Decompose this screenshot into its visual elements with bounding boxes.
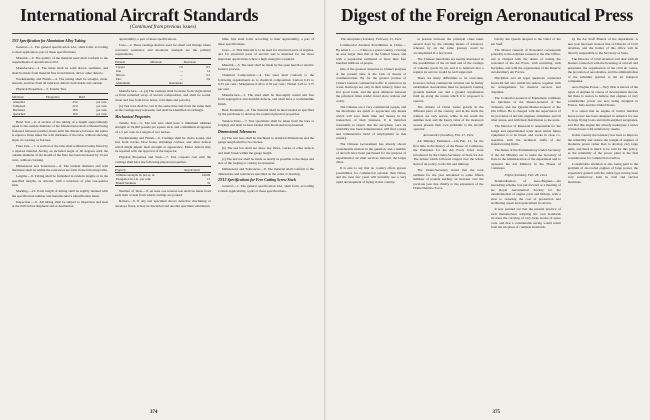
article-column <box>115 37 211 413</box>
paragraph: It is stated that an engine of twelve hundred horse-power has been designed in America for use in large flying boats and multi-engined aeroplanes, and that this engine has already undergone a series of bench tests with satisfactory results. <box>567 109 638 132</box>
left-page-subtitle: (Continued from previous issues) <box>129 25 197 30</box>
article-column <box>413 37 483 413</box>
paragraph: Workmanship and Finish.—4. The tubing shall be straight, clean, smooth, and free from all injurious defects both inside and outside. <box>12 76 108 86</box>
paragraph: Tension Tests.—7. Test specimens shall be taken from the bars or forgings and shall be heat treated with the material represented. <box>218 118 314 128</box>
spec-table <box>12 93 108 117</box>
paragraph: Material.—3. The steel shall be made by the open hearth or electric furnace process. <box>218 62 314 72</box>
table-cell: 22.0 <box>72 104 78 109</box>
paragraph: Retests.—9. If any test specimen shows defective machining or develops flaws, it may be discarded and another specimen substituted. <box>115 199 211 208</box>
paragraph: Flare Test.—7. A section of the tube shall withstand being flared by a tapered mandrel having an included angle of 60 degrees until the outside diameter at the mouth of the flare has been increased by 15 per cent., without cracking. <box>12 144 108 162</box>
paragraph: The Under-Secretary stated that the total estimate for the year amounted to some fifteen millions of pounds sterling, an increase over the previous year due chiefly to the expansion of the Home Defence Force. <box>413 168 484 191</box>
table-header-cell: Property <box>115 167 184 173</box>
table-header-cell: Minimum <box>150 59 184 65</box>
paragraph: limit, first shall form, according to their applicability, a part of these specifications. <box>218 37 314 46</box>
paragraph: applicability, a part of these specifications. <box>119 37 177 41</box>
title-rule <box>12 33 314 34</box>
paragraph: at present between the principal cities takes several days by the existing means of transport, whereas by air the same journey could be accomplished in a few hours. <box>413 37 484 55</box>
paragraph: General.—1. The general specification 2A1, shall form, according to their applicability, a part of these specifications. <box>218 184 314 193</box>
right-page-subtitle-space <box>336 25 638 31</box>
paragraph: Dimensions and Tolerances.—8. The material shall conform to the dimensions and tolerances specified on the order or drawing. <box>218 167 314 176</box>
paragraph: General.—1. The general specification 2A1, shall form, according to their application, part of these specifications. <box>12 45 108 54</box>
table-cell: 0.5 <box>206 73 211 78</box>
paragraph: The duties of the Parliamentary Under-Secretary of the Air Ministry are to assist the Secretary of State in the administration of the department and to represent the Air Ministry in the House of Commons. <box>490 148 561 171</box>
paragraph: Chemical Composition.—4. The steel shall conform to the following requirements as to chemical composition: Carbon 0.25 to 0.35 per cent.; Manganese 0.40 to 0.70 per cent.; Nickel 3.25 to 3.75 per cent. <box>218 73 314 91</box>
title-rule <box>336 33 638 34</box>
paragraph: Lengths.—9. Tubing shall be furnished in random lengths or in the specified lengths, as ordered, with a tolerance of plus one-quarter inch. <box>12 174 108 188</box>
table-header-cell: Maximum <box>184 59 211 65</box>
table-header-cell: Yield <box>79 94 108 100</box>
article-column <box>218 37 314 413</box>
table-cell: Aluminium <box>115 81 150 86</box>
table-row <box>12 112 108 117</box>
paragraph: Physical Properties.—5. Tensile Test. <box>16 87 67 92</box>
paragraph: The Master General of Personnel corresponds generally to the Adjutant General at the War Office, and is charged with the duties of raising the personnel of the Air Force, with recruiting, with discipline, and with the organisation of the Reserve and Auxiliary Air Forces. <box>490 47 561 75</box>
paragraph: In this country the tendency has been to improve the reliability and reduce the weight of engines of moderate power rather than to develop very large units, and there is much to be said for this policy, as the reliability of the power plant is the first consideration for commercial aviation. <box>567 133 638 160</box>
table-cell: Brinell hardness <box>115 181 184 186</box>
paragraph: Physical Properties and Tests.—7. Test coupons cast with the castings shall have the following physical properties. <box>115 155 211 164</box>
table-cell: Annealed <box>12 100 25 105</box>
paragraph: The Director of Civil Aviation will deal with all matters connected with the licensing of aircraft and personnel, the organisation of the civil air routes, the provision of aerodromes, and the administration of the subsidies granted to the air transport companies. <box>567 56 638 84</box>
paragraph: It was pointed out that the present practice of each manufacturer adopting his own standards involves the carrying of very large stocks of spare parts, and that a considerable saving would result from the adoption of common standards. <box>490 207 561 230</box>
article-column <box>568 37 638 413</box>
table-cell: Zinc <box>115 77 122 82</box>
right-page <box>326 0 650 420</box>
paragraph: Standardisation of Aero-Engines.—An interesting scheme was put forward at a meeting of the Royal Aeronautical Society for the standardisation of engine parts and fittings, with a view to reducing the cost of production and facilitating repair and replacement in service. <box>490 178 561 206</box>
paragraph: One of the greatest obstacles to China's progress at the present time is the lack of means of communication. By far the greater portion of China's internal commercial traffic is carried on by water. Railways are only in their infancy; there are few good roads, and the great distances between the principal cities render travel slow, tedious and costly. <box>336 67 407 103</box>
table-header-cell: Minimum <box>12 94 46 100</box>
source-heading: Aeronautics (London), Feb. 27, 1924 <box>423 133 474 138</box>
table-cell: — <box>179 77 183 82</box>
table-cell: 25.0 <box>72 100 78 105</box>
section-heading: Mechanical Properties <box>115 114 151 119</box>
paragraph: briefly, the system adopted is the Chief of the Air Staff. <box>490 37 561 46</box>
table-cell: 16.0 <box>46 112 79 117</box>
table-cell: per cent. <box>96 108 108 113</box>
table-header-cell: Elongation <box>46 94 79 100</box>
section-heading: 2N2 Specification for Aluminium Alloy Tubing <box>12 39 86 43</box>
paragraph: Uses.—2. This material is to be used for structural parts of engines, and for structural parts of aircraft and is intended for the more important applications where a high strength is required. <box>218 47 314 61</box>
table-cell <box>184 81 211 86</box>
table-cell: per cent. <box>79 112 108 117</box>
table-cell: Remainder <box>150 81 184 86</box>
table-cell: Silicon <box>115 73 125 78</box>
table-cell: 19,000 <box>201 173 211 178</box>
left-page-title: International Aircraft Standards <box>20 5 259 25</box>
paragraph: Inspection.—11. All tubing shall be subject to inspection and tests at the mill before shipment and at destination. <box>12 199 108 209</box>
right-columns <box>336 37 638 413</box>
paragraph: Discipline and all legal questions connected therewith fall also within his sphere, together with the arrangements for medical services and chaplains. <box>490 76 561 94</box>
table-cell: 8.5 <box>206 65 211 70</box>
table-cell: Iron <box>115 69 121 74</box>
table-cell: Hardened <box>12 108 25 113</box>
paragraph: (b) Test bars shall be cast at the same time and from the same melt as the castings they represent, and shall be identified accordingly. <box>115 103 211 113</box>
table-cell: — <box>179 69 183 74</box>
paragraph: Aero Engine Power.—Very little is known of the types of engines in course of development abroad, but there is reason to believe that engines of very considerable power are now being designed in France, Italy and the United States. <box>567 85 638 108</box>
table-row <box>115 81 211 86</box>
table-cell: per cent. <box>96 104 108 109</box>
paragraph: Manufacture.—5. The steel shall be thoroughly sound and free from segregation and harmful defects, and shall have a workmanlike finish. <box>218 92 314 106</box>
table-cell: 1.5 <box>206 177 211 182</box>
paragraph: The climate of China varies greatly in the different parts of the country, and in the north the winters are very severe, while in the south the summer heat and the heavy rains of the monsoon season present their own problems to the aircraft operator. <box>413 104 484 132</box>
paragraph: The Chinese merchants are keenly interested in the possibilities of the air mail and of the carriage of valuable goods by air, and it is believed that a regular air service would be well supported. <box>413 56 484 75</box>
table-cell: Ultimate strength, lb. per sq. in. <box>115 173 156 178</box>
right-page-title: Digest of the Foreign Aeronautical Press <box>341 5 633 25</box>
table-cell: per cent. <box>96 100 108 105</box>
paragraph: The Chinese are a very commercial people, and the merchants are quick to appreciate any means which will save them time and money in the transaction of their business. It is therefore reasonable to expect that the aeroplane, once its reliability has been demonstrated, will find a large and remunerative field of employment in that country. <box>336 104 407 141</box>
table-cell: Quenched <box>12 112 46 117</box>
left-page <box>0 0 324 420</box>
paragraph: (c) The test bar shall be made as nearly as possible to the shape and size of the forging or casting it represents. <box>218 156 314 166</box>
paragraph: The Director of Research is responsible for the design and experimental work upon which future equipment is to be based, and works in close co-operation with the technical staffs of the manufacturing firms. <box>490 124 561 147</box>
section-heading: 2N12 Specifications for Free Cutting Screw Stock <box>218 178 297 183</box>
article-column <box>12 37 108 413</box>
table-header-cell: Element <box>115 59 150 65</box>
paragraph: (b) The test bar shall not show any flaws, cracks or other defects and shall break within the gauge length. <box>218 146 314 155</box>
table-header-cell: Requirement <box>184 167 211 173</box>
spec-table <box>115 166 211 186</box>
paragraph: Manufacture.—4. (a) The castings shall be made from virgin metal or from remelted scrap of known composition, and shall be sound, clean and free from blow holes, cold shuts and porosity. <box>115 88 211 102</box>
spec-table <box>115 58 211 86</box>
source-heading: The Aeroplane (London), February 25, 1924 <box>340 37 402 41</box>
page-number: 375 <box>492 410 500 415</box>
page-number: 374 <box>150 410 158 415</box>
paragraph: The Chinese Government has already shown considerable interest in the question, and a number of aircraft have been purchased for the purpose of experimental air mail services between the larger cities. <box>336 142 407 165</box>
paragraph: Marking.—10. Each length of tubing shall be legibly marked with the specification number and manufacturer's identification mark. <box>12 189 108 198</box>
paragraph: (a) The test bars shall be machined to standard dimensions and the gauge length shall be two inches. <box>218 135 314 145</box>
paragraph: Workmanship and Finish.—6. Castings shall be clean, sound, and free from cracks, blow holes, shrinkage cavities, and other defects which might impair their strength or appearance. Minor defects may be repaired with the approval of the inspector. <box>115 135 211 154</box>
table-cell: 7.0 <box>178 65 183 70</box>
paragraph: Air Ministry Estimates.—On Feb. 21, for the first time in the history of the House of Commons, the Estimates for the Air Force Votes were introduced by the Under-Secretary of State for Air. The debate which followed ranged over the whole field of air policy, both civil and military. <box>413 139 484 166</box>
source-heading: Flight (London), Feb. 28, 1924 <box>504 172 547 177</box>
table-cell: 1.2 <box>206 69 211 74</box>
left-columns <box>12 37 314 413</box>
section-heading: Dimensional Tolerances <box>218 129 256 134</box>
paragraph: Manufacture.—3. The tubes shall be solid drawn, seamless, and shall be made from material free from blisters, dirt or other defects. <box>12 66 108 75</box>
article-column <box>336 37 406 413</box>
paragraph: Material.—2. The quality of the material used shall conform to the requirements of specification 2N1. <box>12 55 108 65</box>
paragraph: Commercial Aviation Possibilities in China.—By Allen J. ——. China is a great country, covering an area larger than that of the United States, and with a population estimated at more than four hundred millions of people. <box>336 43 407 66</box>
table-cell: 18.0 <box>72 108 78 113</box>
paragraph: There are many difficulties to be overcome, however, before commercial aviation can be firmly established. Aerodromes must be prepared, landing grounds marked out, and a ground organisation built up along the routes which it is proposed to operate. <box>413 76 484 103</box>
table-cell: 2.0 <box>206 77 211 82</box>
paragraph: The Controller-General of Equipment combines the functions of the Master-General of the Ordnance and the Quarter-Master-General at the War Office. He is charged with the supervision of the provision of aircraft, engines, armament, and all other stores, and with their distribution to the units. <box>490 95 561 123</box>
table-cell: Elongation in 2 in., per cent. <box>115 177 152 182</box>
table-cell: 55 <box>184 181 211 186</box>
paragraph: by the Air Staff Branch of the department. A new post has been created, that of Director of Civil Aviation, and the holder of this office will be directly responsible to the Secretary of State. <box>567 37 638 55</box>
paragraph: Considerable attention is also being paid to the problem of air-cooled engines of large power, the experience gained with the radial type having been very satisfactory both in civil and service machines. <box>567 161 638 184</box>
table-row <box>115 181 211 186</box>
paragraph: Dimensions and Tolerances.—8. The outside diameter and wall thickness shall be within the tolerances set forth in the following table. <box>12 163 108 173</box>
paragraph: It is safe to say that no country offers greater possibilities for commercial aviation than China, and the next few years will probably see a very rapid development of flying in that country. <box>336 166 407 184</box>
table-cell: Tempered <box>12 104 26 109</box>
article-column <box>491 37 561 413</box>
paragraph: Tensile Test.—5. The test bars shall have a minimum ultimate strength of 19,000 pounds per square inch, and a minimum elongation of 1.5 per cent. in a length of two inches. <box>115 120 211 134</box>
table-cell: Copper <box>115 65 125 70</box>
paragraph: Bend Test.—6. A section of the tubing of a length approximately equal to the outside diameter of the finished tube shall withstand being flattened between parallel plates until the distance between the plates is equal to three times the wall thickness of the tube, without showing signs of cracking or fracture. <box>12 119 108 142</box>
paragraph: Uses.—2. These castings shall be used for small cast fittings where corrosion resistance and moderate strength are the primary requirements. <box>115 43 211 57</box>
paragraph: Heat Treatment.—6. The material shall be heat treated as specified by the purchaser to develop the required physical properties. <box>218 107 314 117</box>
paragraph: Number of Tests.—8. At least one tension test shall be made from each melt or heat from which castings are poured. <box>115 188 211 198</box>
table-cell: — <box>179 73 183 78</box>
